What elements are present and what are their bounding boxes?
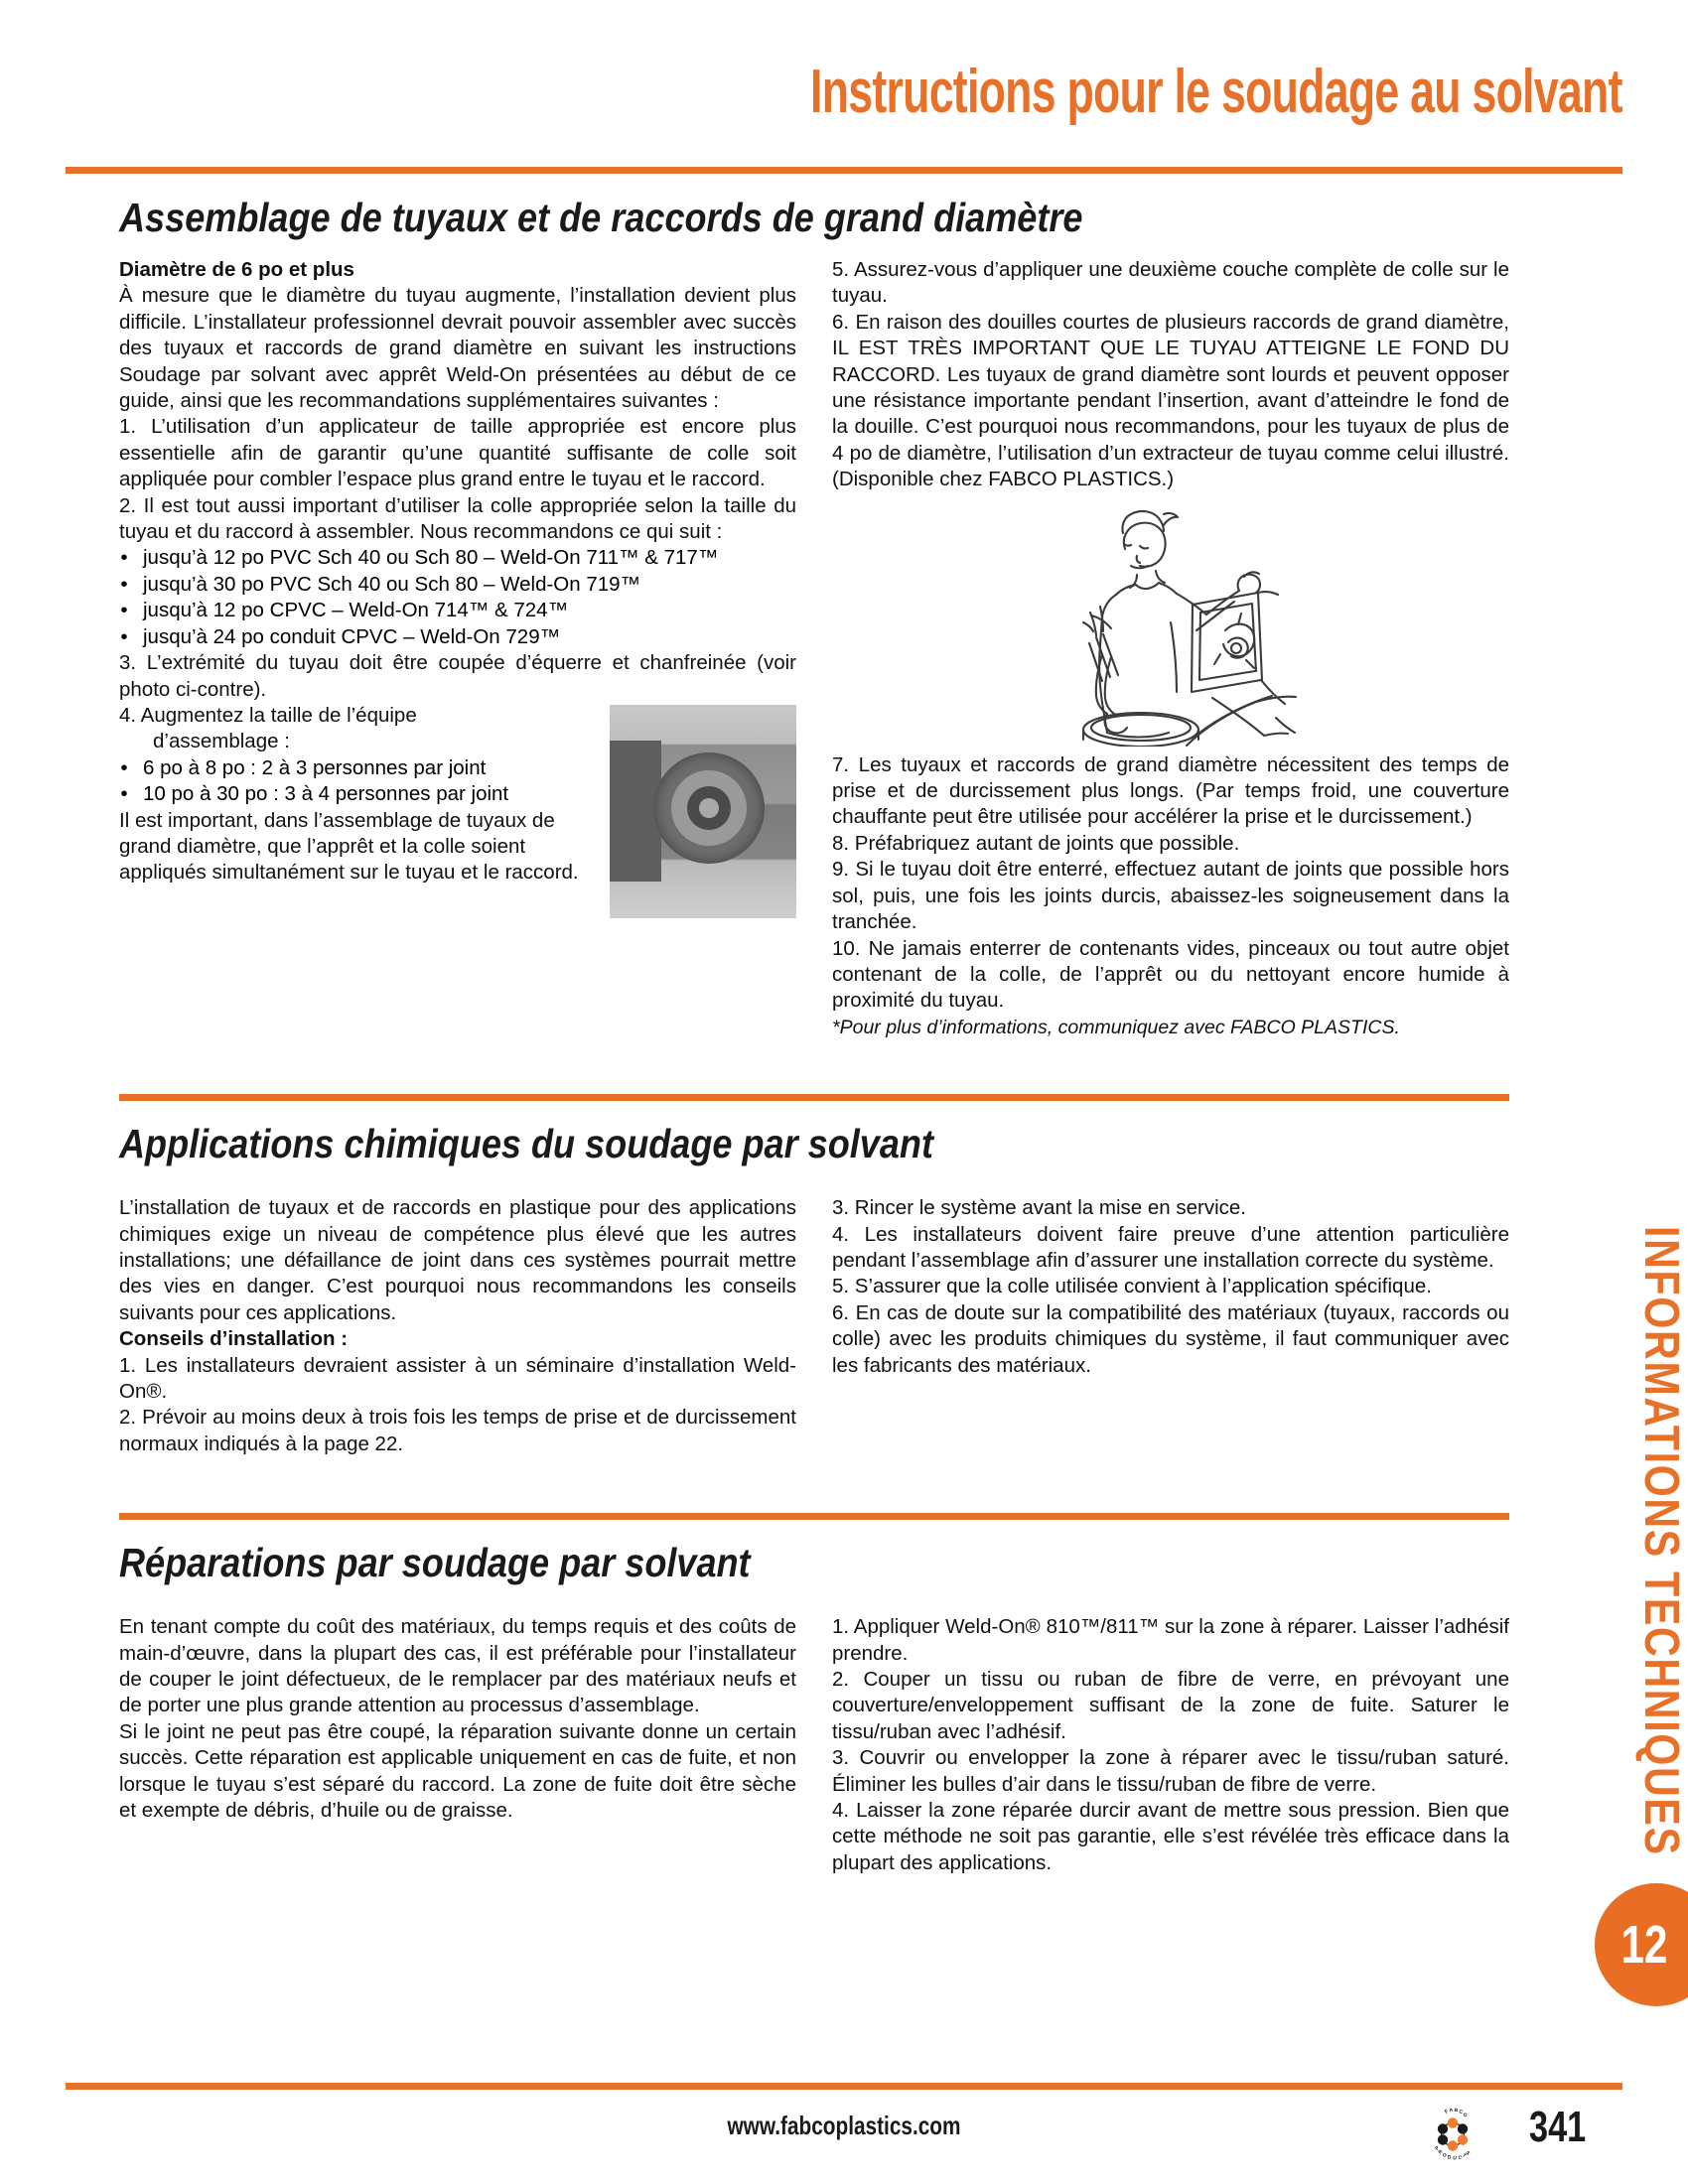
section-divider bbox=[119, 1094, 1509, 1101]
bullet-label: jusqu’à 12 po PVC Sch 40 ou Sch 80 – Weld-On 711™ & 717™ bbox=[143, 546, 719, 570]
bullet-item bbox=[119, 598, 796, 623]
header-divider bbox=[66, 167, 1622, 174]
bullet-item bbox=[119, 624, 796, 650]
subhead-conseils: Conseils d’installation : bbox=[119, 1327, 349, 1351]
bullet-dot-icon: • bbox=[120, 546, 128, 570]
section-reparations bbox=[119, 1513, 1509, 1876]
bullet-dot-icon: • bbox=[120, 599, 128, 622]
list-item-2: 2. Prévoir au moins deux à trois fois les temps de prise et de durcissement normaux indiqués à la page 22. bbox=[119, 1406, 796, 1455]
paragraph-intro: À mesure que le diamètre du tuyau augmente, l’installation devient plus difficile. L’installateur professionnel devrait pouvoir assembler avec succès des tuyaux et raccords de grand diamètre en suivant les instructions Soudage par solvant avec apprêt Weld-On présentées au début de ce guide, ainsi que les recommandations supplémentaires suivantes : bbox=[119, 284, 796, 413]
photo-chamfered-pipe-end bbox=[610, 705, 796, 918]
svg-text:S: S bbox=[1464, 2150, 1472, 2157]
bullet-label: 6 po à 8 po : 2 à 3 personnes par joint bbox=[143, 755, 487, 779]
list-item-3: 3. Rincer le système avant la mise en service. bbox=[832, 1196, 1246, 1220]
list-item-4b: d’assemblage : bbox=[153, 730, 290, 753]
list-item-9: 9. Si le tuyau doit être enterré, effectuez autant de joints que possible hors sol, puis, une fois les joints durcis, abaissez-les soigneusement dans la tranchée. bbox=[832, 858, 1509, 934]
section-heading: Assemblage de tuyaux et de raccords de grand diamètre bbox=[119, 195, 1083, 240]
svg-text:R: R bbox=[1437, 2148, 1445, 2156]
list-item-6: 6. En raison des douilles courtes de plusieurs raccords de grand diamètre, IL EST TRÈS IMPORTANT QUE LE TUYAU ATTEIGNE LE FOND DU RACCORD. Les tuyaux de grand diamètre sont lourds et peuvent opposer une résistance importante pendant l’insertion, avant d’atteindre le fond de la douille. C’est pourquoi nous recommandons, pour les tuyaux de plus de 4 po de diamètre, l’utilisation d’un extracteur de tuyau comme celui illustré. (Disponible chez FABCO PLASTICS.) bbox=[832, 310, 1509, 491]
bullet-dot-icon: • bbox=[120, 782, 128, 806]
svg-text:B: B bbox=[1454, 2108, 1459, 2115]
footer-divider bbox=[66, 2083, 1622, 2090]
bullet-dot-icon: • bbox=[120, 755, 128, 779]
svg-text:U: U bbox=[1452, 2155, 1458, 2162]
footer-page-number: 341 bbox=[1529, 2103, 1587, 2151]
subhead-diametre: Diamètre de 6 po et plus bbox=[119, 258, 354, 281]
section-divider bbox=[119, 1513, 1509, 1520]
svg-text:O: O bbox=[1442, 2151, 1448, 2159]
section3-right-column bbox=[832, 1614, 1509, 1876]
fabco-products-logo bbox=[1425, 2107, 1480, 2162]
svg-text:C: C bbox=[1457, 2154, 1463, 2162]
list-item-7: 7. Les tuyaux et raccords de grand diamètre nécessitent des temps de prise et de durcissement plus longs. (Par temps froid, une couverture chauffante peut être utilisée pour accélérer la prise et le durcissement.) bbox=[832, 752, 1509, 829]
list-item-5: 5. S’assurer que la colle utilisée convient à l’application spécifique. bbox=[832, 1275, 1432, 1298]
section-applications-chimiques bbox=[119, 1094, 1509, 1457]
list-item-4: 4. Augmentez la taille de l’équipe bbox=[119, 703, 417, 727]
section2-right-column bbox=[832, 1195, 1509, 1457]
paragraph-2: Si le joint ne peut pas être coupé, la réparation suivante donne un certain succès. Cette réparation est applicable uniquement en cas de fuite, et non lorsque le tuyau s’est séparé du raccord. La zone de fuite doit être sèche et exempte de débris, d’huile ou de graisse. bbox=[119, 1719, 796, 1823]
svg-text:D: D bbox=[1447, 2154, 1452, 2161]
section-assemblage bbox=[119, 195, 1509, 1040]
svg-text:C: C bbox=[1458, 2109, 1464, 2116]
bullet-item bbox=[119, 545, 796, 571]
side-tab bbox=[1611, 1226, 1688, 1941]
bullet-dot-icon: • bbox=[120, 572, 128, 596]
chapter-number: 12 bbox=[1620, 1915, 1668, 1975]
pipe-puller-illustration bbox=[832, 503, 1509, 747]
section-heading: Réparations par soudage par solvant bbox=[119, 1540, 751, 1586]
footnote: *Pour plus d’informations, communiquez avec FABCO PLASTICS. bbox=[832, 1016, 1400, 1038]
list-item-6: 6. En cas de doute sur la compatibilité des matériaux (tuyaux, raccords ou colle) avec les produits chimiques du système, il faut communiquer avec les fabricants des matériaux. bbox=[832, 1300, 1509, 1377]
bullet-label: jusqu’à 24 po conduit CPVC – Weld-On 729™ bbox=[143, 624, 561, 648]
section3-left-column bbox=[119, 1614, 796, 1876]
list-item-1: 1. L’utilisation d’un applicateur de taille appropriée est encore plus essentielle afin de garantir qu’une quantité suffisante de colle soit appliquée pour combler l’espace plus grand entre le tuyau et le raccord. bbox=[119, 415, 796, 491]
svg-text:F: F bbox=[1444, 2109, 1450, 2116]
bullet-label: jusqu’à 30 po PVC Sch 40 ou Sch 80 – Weld-On 719™ bbox=[143, 572, 641, 596]
paragraph-1: En tenant compte du coût des matériaux, du temps requis et des coûts de main-d’œuvre, dans la plupart des cas, il est préférable pour l’installateur de couper le joint défectueux, de le remplacer par des matériaux neufs et de porter une plus grande attention au processus d’assemblage. bbox=[119, 1615, 796, 1717]
side-tab-label: INFORMATIONS TECHNIQUES bbox=[1634, 1226, 1688, 1856]
footer-website-link[interactable]: www.fabcoplastics.com bbox=[727, 2111, 961, 2140]
bullet-item bbox=[119, 781, 594, 807]
list-item-2: 2. Il est tout aussi important d’utiliser la colle appropriée selon la taille du tuyau et du raccord à assembler. Nous recommandons ce qui suit : bbox=[119, 493, 796, 544]
page-content bbox=[119, 195, 1509, 1876]
list-item-5: 5. Assurez-vous d’appliquer une deuxième couche complète de colle sur le tuyau. bbox=[832, 258, 1509, 308]
list-item-3: 3. L’extrémité du tuyau doit être coupée d’équerre et chanfreinée (voir photo ci-contre). bbox=[119, 651, 796, 701]
list-item-1: 1. Les installateurs devraient assister à un séminaire d’installation Weld-On®. bbox=[119, 1353, 796, 1403]
bullet-label: 10 po à 30 po : 3 à 4 personnes par joint bbox=[143, 782, 509, 806]
photo-detail bbox=[699, 798, 719, 818]
svg-text:P: P bbox=[1434, 2144, 1442, 2152]
page-header bbox=[0, 0, 1688, 184]
paragraph-closing: Il est important, dans l’assemblage de tuyaux de grand diamètre, que l’apprêt et la colle soient appliqués simultanément sur le tuyau et le raccord. bbox=[119, 808, 579, 885]
section1-right-column bbox=[832, 257, 1509, 1040]
list-item-4: 4. Les installateurs doivent faire preuve d’une attention particulière pendant l’assemblage afin d’assurer une installation correcte du système. bbox=[832, 1222, 1509, 1272]
bullet-dot-icon: • bbox=[120, 624, 128, 648]
paragraph-intro: L’installation de tuyaux et de raccords en plastique pour des applications chimiques exige un niveau de compétence plus élevé que les autres installations; une défaillance de joint dans ces systèmes pourrait mettre des vies en danger. C’est pourquoi nous recommandons les conseils suivants pour ces applications. bbox=[119, 1196, 796, 1324]
list-item-2: 2. Couper un tissu ou ruban de fibre de verre, en prévoyant une couverture/enveloppement suffisant de la zone de fuite. Saturer le tissu/ruban avec l’adhésif. bbox=[832, 1668, 1509, 1743]
chapter-badge bbox=[1595, 1883, 1688, 2006]
section-heading: Applications chimiques du soudage par solvant bbox=[119, 1121, 933, 1167]
bullet-item bbox=[119, 755, 594, 781]
svg-text:A: A bbox=[1449, 2107, 1455, 2115]
list-item-4: 4. Laisser la zone réparée durcir avant de mettre sous pression. Bien que cette méthode ne soit pas garantie, elle s’est révélée très efficace dans la plupart des applications. bbox=[832, 1799, 1509, 1874]
bullet-label: jusqu’à 12 po CPVC – Weld-On 714™ & 724™ bbox=[143, 599, 569, 622]
list-item-10: 10. Ne jamais enterrer de contenants vides, pinceaux ou tout autre objet contenant de la colle, de l’apprêt ou du nettoyant encore humide à proximité du tuyau. bbox=[832, 936, 1509, 1013]
section1-left-column bbox=[119, 257, 796, 1040]
page-title: Instructions pour le soudage au solvant bbox=[810, 58, 1622, 126]
bullet-item bbox=[119, 572, 796, 598]
section2-left-column bbox=[119, 1195, 796, 1457]
svg-text:O: O bbox=[1461, 2112, 1469, 2119]
list-item-1: 1. Appliquer Weld-On® 810™/811™ sur la zone à réparer. Laisser l’adhésif prendre. bbox=[832, 1615, 1509, 1665]
svg-text:T: T bbox=[1461, 2152, 1468, 2159]
list-item-8: 8. Préfabriquez autant de joints que possible. bbox=[832, 831, 1240, 855]
list-item-3: 3. Couvrir ou envelopper la zone à réparer avec le tissu/ruban saturé. Éliminer les bulles d’air dans le tissu/ruban de fibre de verre. bbox=[832, 1746, 1509, 1796]
